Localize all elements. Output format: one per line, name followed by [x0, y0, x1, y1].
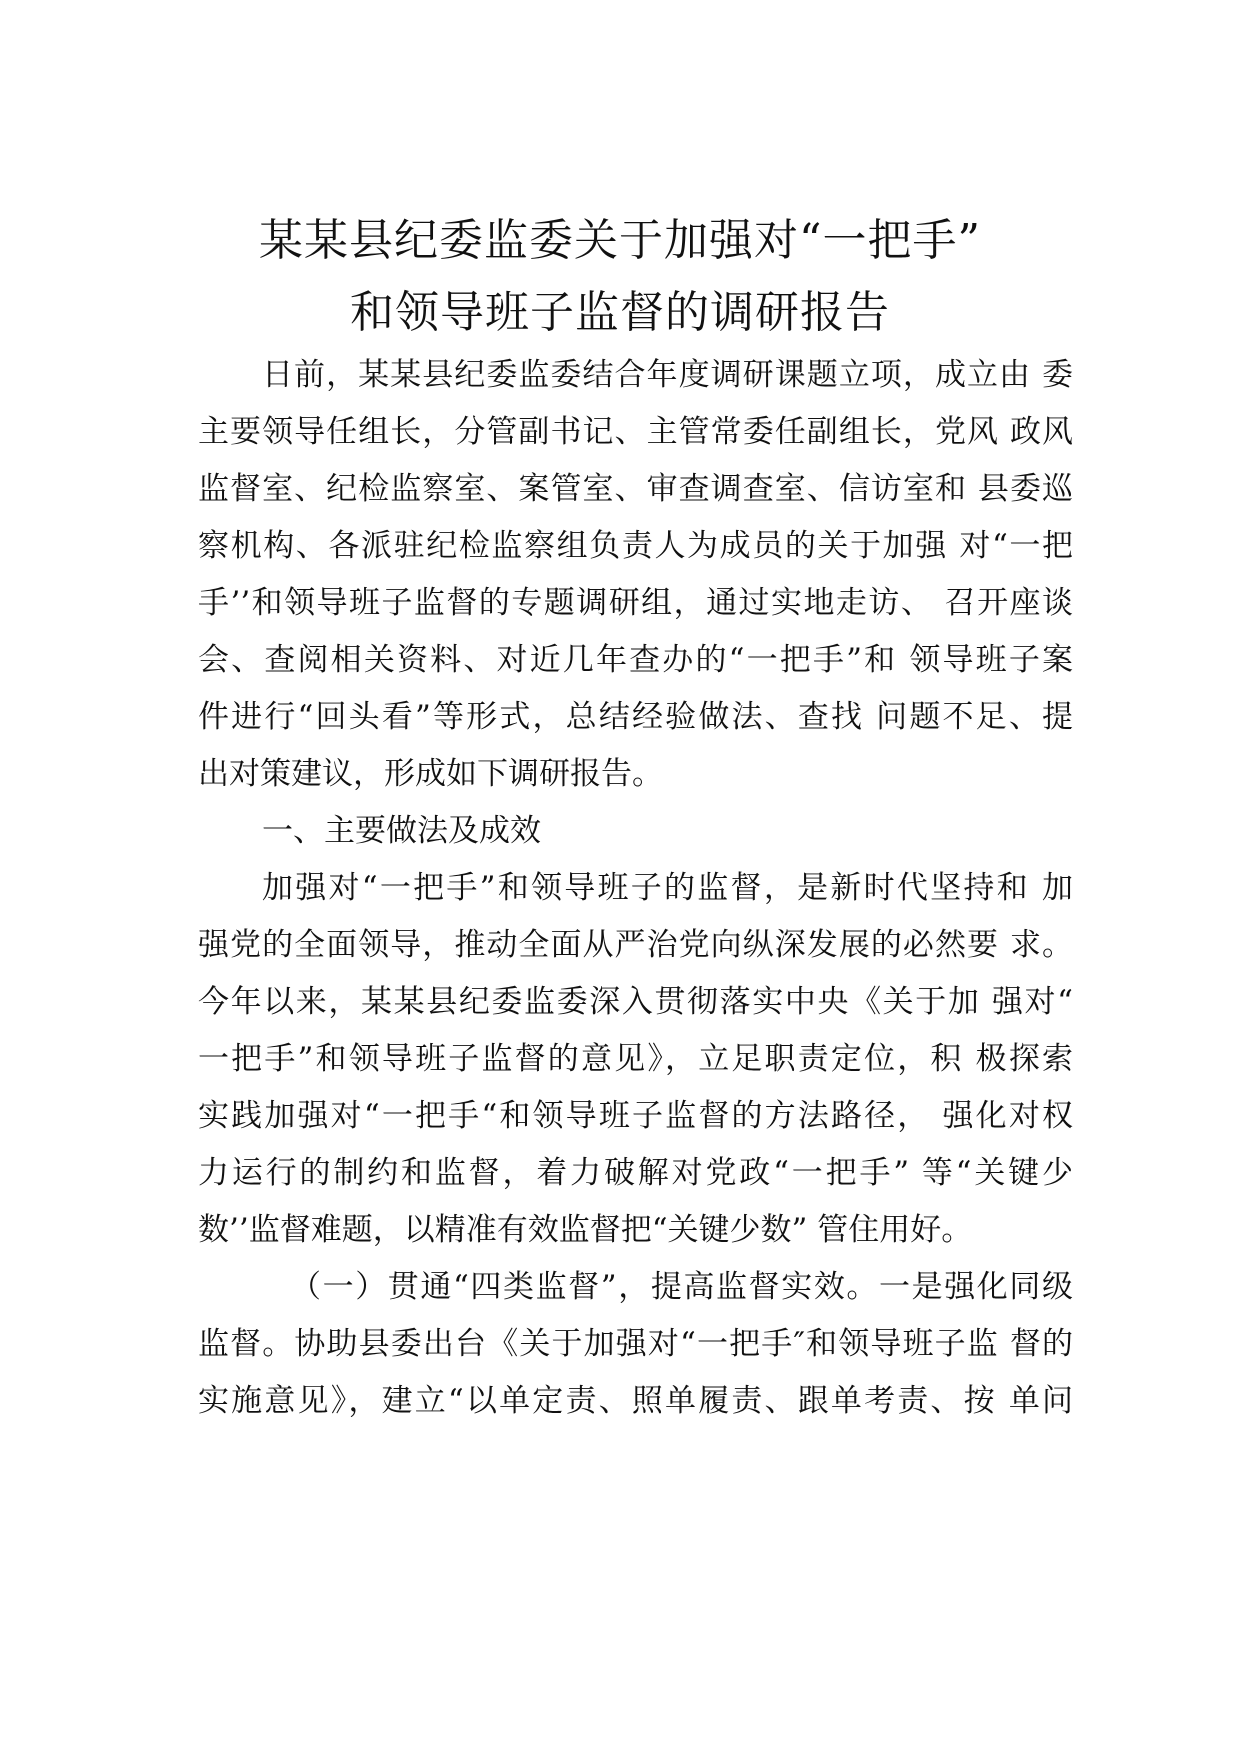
body-line: 监督。协助县委出台《关于加强对“一把手″和领导班子监 督的 [198, 1326, 1073, 1362]
body-line: 件进行“回头看”等形式，总结经验做法、查找 问题不足、提 [198, 699, 1073, 735]
title-line-1: 某某县纪委监委关于加强对“一把手” [259, 215, 981, 266]
body-line: 出对策建议，形成如下调研报告。 [198, 756, 663, 792]
body-line: 主要领导任组长，分管副书记、主管常委任副组长，党风 政风 [198, 414, 1073, 450]
section-heading: 一、主要做法及成效 [262, 813, 541, 849]
body-line: 实施意见》，建立“以单定责、照单履责、跟单考责、按 单问 [198, 1383, 1073, 1419]
body-line: 数’’监督难题，以精准有效监督把“关键少数” 管住用好。 [198, 1212, 973, 1248]
subsection-line: （一）贯通“四类监督”，提高监督实效。一是强化同级 [290, 1269, 1073, 1305]
body-line: 手’’和领导班子监督的专题调研组，通过实地走访、 召开座谈 [198, 585, 1073, 621]
document-title [150, 205, 1090, 349]
body-line: 实践加强对“一把手“和领导班子监督的方法路径， 强化对权 [198, 1098, 1073, 1134]
body-line: 力运行的制约和监督，着力破解对党政“一把手” 等“关键少 [198, 1155, 1073, 1191]
body-line: 加强对“一把手”和领导班子的监督，是新时代坚持和 加 [262, 870, 1073, 906]
body-line: 强党的全面领导，推动全面从严治党向纵深发展的必然要 求。 [198, 927, 1073, 963]
body-line: 今年以来，某某县纪委监委深入贯彻落实中央《关于加 强对“ [198, 984, 1073, 1020]
body-line: 日前，某某县纪委监委结合年度调研课题立项，成立由 委 [262, 357, 1073, 393]
title-line-2: 和领导班子监督的调研报告 [350, 287, 890, 338]
body-line: 一把手”和领导班子监督的意见》，立足职责定位，积 极探索 [198, 1041, 1073, 1077]
body-line: 监督室、纪检监察室、案管室、审查调查室、信访室和 县委巡 [198, 471, 1073, 507]
body-line: 会、查阅相关资料、对近几年查办的“一把手”和 领导班子案 [198, 642, 1073, 678]
body-line: 察机构、各派驻纪检监察组负责人为成员的关于加强 对“一把 [198, 528, 1073, 564]
